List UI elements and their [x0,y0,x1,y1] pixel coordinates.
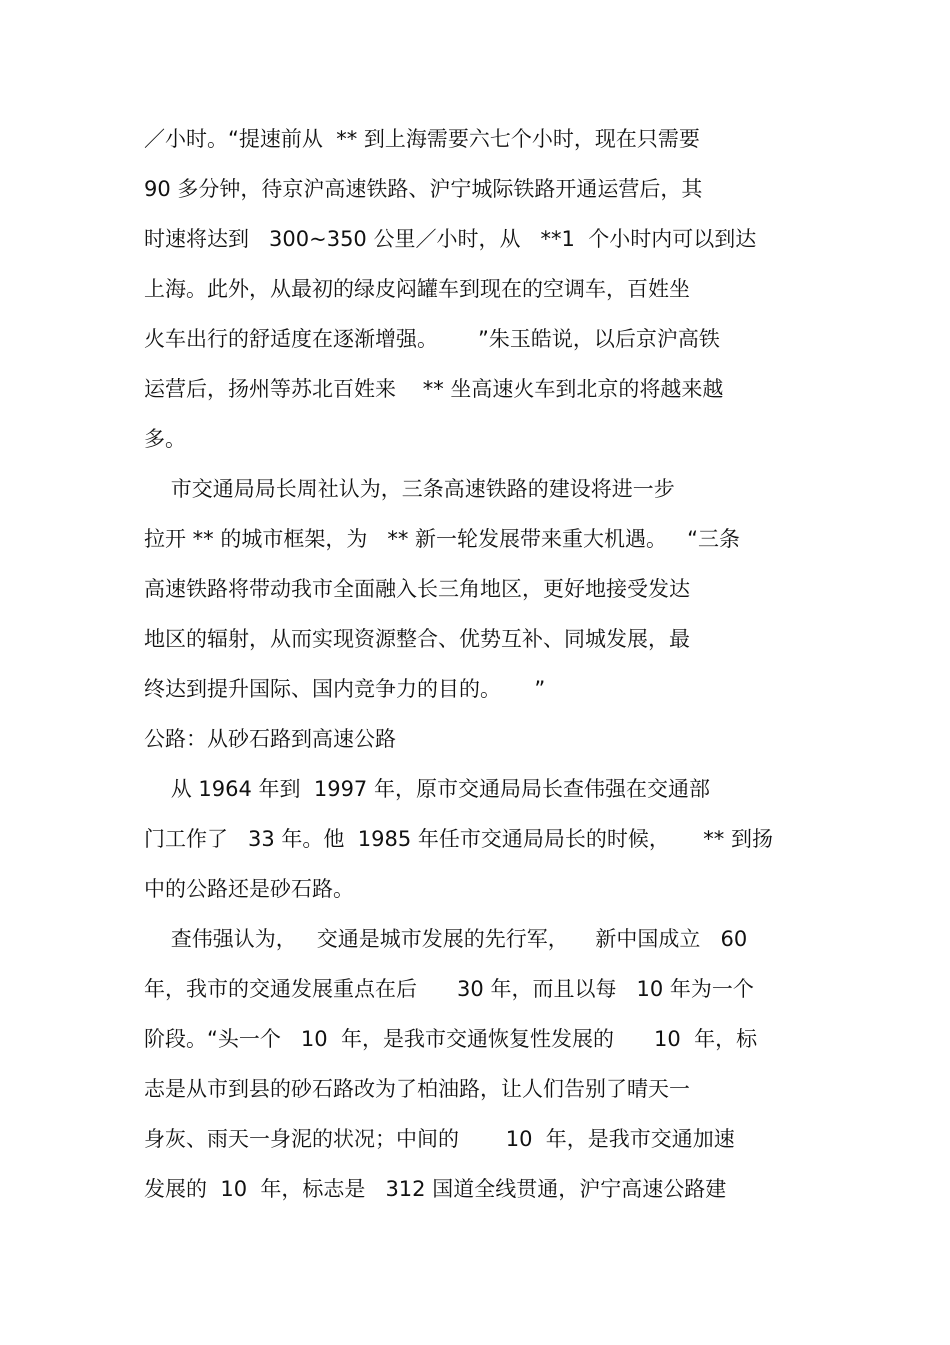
text-line: ／小时。“提速前从 ** 到上海需要六七个小时，现在只需要 [144,127,700,151]
text-line: 运营后，扬州等苏北百姓来 ** 坐高速火车到北京的将越来越 [144,377,724,401]
section-heading: 公路：从砂石路到高速公路 [144,727,396,751]
text-line: 拉开 ** 的城市框架，为 ** 新一轮发展带来重大机遇。 “三条 [144,527,740,551]
text-line: 90 多分钟，待京沪高速铁路、沪宁城际铁路开通运营后，其 [144,177,703,201]
text-line: 终达到提升国际、国内竞争力的目的。 ” [144,677,546,701]
article-body [144,114,814,1214]
text-line: 发展的 10 年，标志是 312 国道全线贯通，沪宁高速公路建 [144,1177,727,1201]
text-line: 从 1964 年到 1997 年，原市交通局局长查伟强在交通部 [144,777,710,801]
text-line: 中的公路还是砂石路。 [144,877,354,901]
text-line: 查伟强认为， 交通是城市发展的先行军， 新中国成立 60 [144,927,748,951]
text-line: 上海。此外，从最初的绿皮闷罐车到现在的空调车，百姓坐 [144,277,690,301]
text-line: 志是从市到县的砂石路改为了柏油路，让人们告别了晴天一 [144,1077,690,1101]
text-line: 市交通局局长周社认为，三条高速铁路的建设将进一步 [144,477,675,501]
text-line: 时速将达到 300~350 公里／小时，从 **1 个小时内可以到达 [144,227,757,251]
text-line: 身灰、雨天一身泥的状况；中间的 10 年，是我市交通加速 [144,1127,735,1151]
text-line: 高速铁路将带动我市全面融入长三角地区，更好地接受发达 [144,577,690,601]
text-line: 多。 [144,427,186,451]
text-line: 地区的辐射，从而实现资源整合、优势互补、同城发展，最 [144,627,690,651]
text-line: 火车出行的舒适度在逐渐增强。 ”朱玉皓说，以后京沪高铁 [144,327,720,351]
text-line: 阶段。“头一个 10 年，是我市交通恢复性发展的 10 年，标 [144,1027,758,1051]
text-line: 年，我市的交通发展重点在后 30 年，而且以每 10 年为一个 [144,977,754,1001]
text-line: 门工作了 33 年。他 1985 年任市交通局局长的时候， ** 到扬 [144,827,773,851]
